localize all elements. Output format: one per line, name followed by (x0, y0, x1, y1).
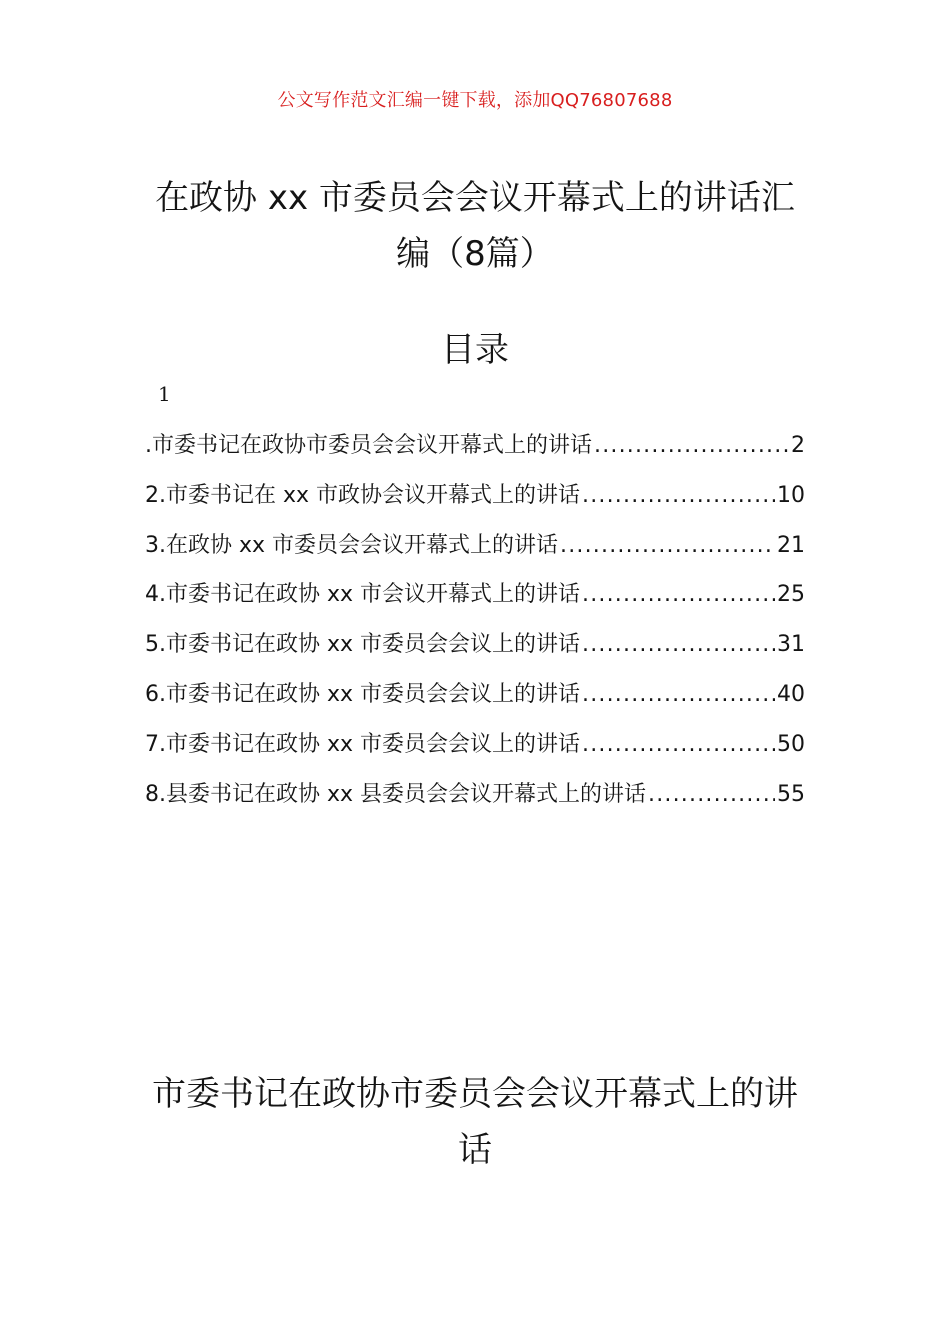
section-title: 市委书记在政协市委员会会议开幕式上的讲话 (152, 1074, 798, 1170)
toc-entry-title: 6.市委书记在政协 xx 市委员会会议上的讲话 (145, 681, 581, 707)
toc-entry[interactable] (145, 727, 805, 777)
toc-leader-dots (582, 632, 775, 657)
toc-leader-dots (560, 533, 775, 558)
toc-entry-title: .市委书记在政协市委员会会议开幕式上的讲话 (145, 433, 592, 458)
toc-leader-dots (582, 582, 775, 607)
toc-entry[interactable] (145, 677, 805, 727)
toc-entry[interactable] (145, 627, 805, 677)
document-title: 在政协 xx 市委员会会议开幕式上的讲话汇编（8篇） (155, 178, 795, 274)
toc-entry-title: 3.在政协 xx 市委员会会议开幕式上的讲话 (145, 532, 559, 558)
toc-list (145, 428, 805, 826)
toc-leader-dots (582, 682, 775, 707)
toc-entry-title: 8.县委书记在政协 xx 县委员会会议开幕式上的讲话 (145, 781, 647, 807)
toc-leader-dots (594, 433, 789, 458)
toc-entry-title: 2.市委书记在 xx 市政协会议开幕式上的讲话 (145, 482, 581, 508)
toc-number-marker: 1 (158, 382, 171, 406)
toc-entry[interactable] (145, 577, 805, 627)
toc-entry[interactable] (145, 428, 805, 478)
download-banner[interactable]: 公文写作范文汇编一键下载，添加QQ76807688 (277, 90, 673, 111)
toc-entry[interactable] (145, 777, 805, 827)
toc-leader-dots (648, 782, 775, 807)
toc-entry-page: 21 (777, 532, 805, 558)
toc-leader-dots (582, 732, 775, 757)
toc-entry-page: 55 (777, 781, 805, 807)
toc-entry-page: 25 (777, 582, 805, 608)
toc-entry-page: 50 (777, 731, 805, 757)
toc-heading: 目录 (441, 330, 509, 370)
toc-entry[interactable] (145, 528, 805, 578)
toc-entry-title: 4.市委书记在政协 xx 市会议开幕式上的讲话 (145, 582, 581, 608)
toc-entry-page: 31 (777, 632, 805, 658)
toc-entry-page: 40 (777, 681, 805, 707)
toc-entry-page: 2 (791, 433, 805, 458)
toc-entry-title: 5.市委书记在政协 xx 市委员会会议上的讲话 (145, 632, 581, 658)
toc-entry-page: 10 (777, 482, 805, 508)
toc-entry[interactable] (145, 478, 805, 528)
toc-entry-title: 7.市委书记在政协 xx 市委员会会议上的讲话 (145, 731, 581, 757)
toc-leader-dots (582, 483, 775, 508)
